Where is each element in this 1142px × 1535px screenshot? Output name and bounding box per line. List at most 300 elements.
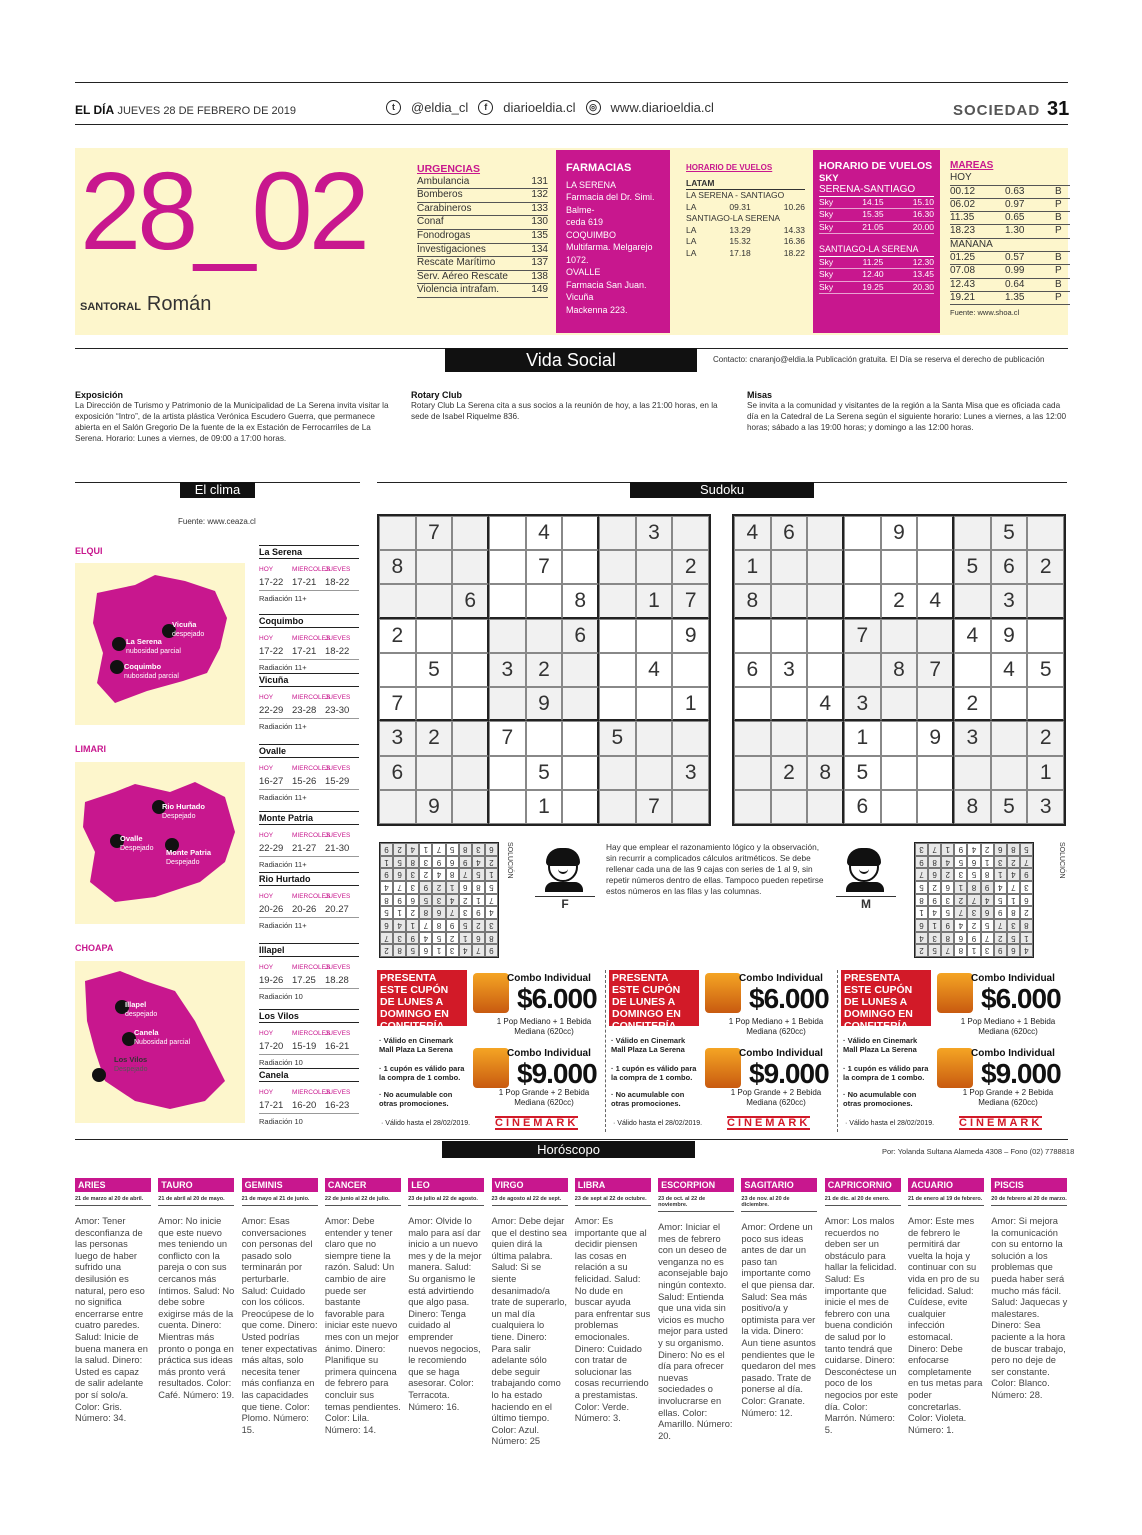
sudoku-cell[interactable] <box>636 687 673 721</box>
sudoku-cell[interactable] <box>771 584 808 618</box>
sudoku-cell[interactable]: 1 <box>734 550 771 584</box>
solution-cell: 7 <box>393 881 406 894</box>
sign-name: LEO <box>408 1178 484 1192</box>
sudoku-cell[interactable] <box>672 653 709 687</box>
sudoku-cell[interactable] <box>452 721 489 755</box>
coupon-condition: · 1 cupón es válido para la compra de 1 combo. <box>843 1064 929 1082</box>
sudoku-cell[interactable] <box>379 790 416 824</box>
popcorn-icon <box>473 1048 509 1088</box>
sudoku-cell[interactable]: 9 <box>672 619 709 653</box>
solution-cell: 6 <box>472 932 485 945</box>
sudoku-cell[interactable] <box>881 721 918 755</box>
sudoku-cell[interactable] <box>489 687 526 721</box>
solution-cell: 8 <box>485 932 498 945</box>
solution-cell: 2 <box>915 944 928 957</box>
sudoku-cell[interactable]: 7 <box>379 687 416 721</box>
solution-cell: 7 <box>1007 881 1020 894</box>
sudoku-cell[interactable]: 2 <box>1027 550 1064 584</box>
region-limari: LIMARI <box>75 744 106 754</box>
sudoku-cell[interactable]: 3 <box>954 721 991 755</box>
solution-cell: 7 <box>954 906 967 919</box>
flight-row <box>819 269 934 282</box>
sudoku-cell[interactable]: 2 <box>379 619 416 653</box>
sudoku-cell[interactable] <box>489 550 526 584</box>
sudoku-cell[interactable] <box>954 653 991 687</box>
sudoku-cell[interactable]: 6 <box>771 516 808 550</box>
solution-cell: 8 <box>432 919 445 932</box>
sudoku-cell[interactable] <box>562 790 599 824</box>
sudoku-cell[interactable]: 7 <box>416 516 453 550</box>
sudoku-cell[interactable]: 4 <box>734 516 771 550</box>
sudoku-cell[interactable]: 1 <box>526 790 563 824</box>
solution-cell: 7 <box>928 843 941 856</box>
popcorn-icon <box>705 1048 741 1088</box>
urgencia-number: 130 <box>531 216 548 228</box>
sign-name: PISCIS <box>991 1178 1067 1192</box>
sudoku-cell[interactable] <box>416 687 453 721</box>
sudoku-cell[interactable] <box>734 619 771 653</box>
combo-desc: 1 Pop Grande + 2 Bebida Mediana (620cc) <box>498 1088 590 1107</box>
sudoku-cell[interactable] <box>452 790 489 824</box>
sudoku-cell[interactable] <box>844 584 881 618</box>
sudoku-cell[interactable] <box>807 653 844 687</box>
sudoku-cell[interactable]: 5 <box>416 653 453 687</box>
sudoku-cell[interactable] <box>636 721 673 755</box>
forecast-day: JUEVES <box>325 694 351 701</box>
solution-cell: 3 <box>994 856 1007 869</box>
sudoku-cell[interactable] <box>379 653 416 687</box>
forecast-temp: 17-20 <box>259 1041 284 1052</box>
sudoku-cell[interactable]: 5 <box>991 790 1028 824</box>
sudoku-cell[interactable]: 3 <box>489 653 526 687</box>
sudoku-cell[interactable]: 7 <box>489 721 526 755</box>
sudoku-cell[interactable] <box>807 619 844 653</box>
tide-row <box>950 279 1070 292</box>
sudoku-cell[interactable] <box>562 550 599 584</box>
solution-cell: 4 <box>1007 868 1020 881</box>
sudoku-cell[interactable] <box>452 550 489 584</box>
tide-row <box>950 199 1070 212</box>
sudoku-cell[interactable] <box>734 790 771 824</box>
coupon-validity: · Válido hasta el 28/02/2019. <box>613 1120 703 1127</box>
sudoku-cell[interactable]: 5 <box>954 550 991 584</box>
sudoku-cell[interactable]: 9 <box>917 721 954 755</box>
horoscopo-title: Horóscopo <box>442 1141 695 1158</box>
sudoku-instructions: Hay que emplear el razonamiento lógico y la observación, sin recurrir a complicados cálculos aritméticos. Se debe rellenar cada una de las 9 cajas con series de 1 al 9, sin repetir números dentro de ellas. Tampoco pueden repetirse estos números en las filas y las columnas. <box>606 842 824 896</box>
coupon-separator <box>605 970 606 1132</box>
big-date: 28_02 <box>80 150 366 273</box>
urgencia-name: Conaf <box>417 216 444 228</box>
sudoku-cell[interactable] <box>599 516 636 550</box>
solution-cell: 3 <box>432 894 445 907</box>
solution-cell: 6 <box>459 881 472 894</box>
horoscope-sign <box>575 1178 651 1425</box>
flight-cell: 14.15 <box>862 196 884 207</box>
forecast-day: HOY <box>259 1030 274 1037</box>
facebook-icon: f <box>478 100 493 115</box>
sudoku-cell[interactable] <box>1027 584 1064 618</box>
solution-cell: 6 <box>941 881 954 894</box>
sudoku-cell[interactable] <box>672 790 709 824</box>
flight-row <box>819 209 934 222</box>
sudoku-cell[interactable] <box>771 687 808 721</box>
sudoku-cell[interactable] <box>416 756 453 790</box>
sudoku-cell[interactable]: 5 <box>1027 653 1064 687</box>
sudoku-cell[interactable]: 3 <box>636 516 673 550</box>
solution-cell: 1 <box>915 906 928 919</box>
solution-cell: 2 <box>459 894 472 907</box>
sudoku-cell[interactable] <box>452 516 489 550</box>
flight-row <box>686 202 805 214</box>
tide-row <box>950 265 1070 278</box>
sudoku-cell[interactable] <box>599 619 636 653</box>
sudoku-cell[interactable] <box>672 721 709 755</box>
sudoku-cell[interactable] <box>489 619 526 653</box>
solution-cell: 3 <box>406 868 419 881</box>
sudoku-cell[interactable] <box>991 721 1028 755</box>
sudoku-cell[interactable] <box>489 790 526 824</box>
forecast-day: HOY <box>259 765 274 772</box>
solution-cell: 9 <box>994 944 1007 957</box>
sudoku-cell[interactable] <box>881 550 918 584</box>
facebook-handle[interactable]: diarioeldia.cl <box>503 100 576 115</box>
sudoku-cell[interactable]: 5 <box>526 756 563 790</box>
urgencia-row <box>417 284 548 298</box>
flight-cell: 20.00 <box>912 221 934 232</box>
solution-cell: 5 <box>485 881 498 894</box>
sudoku-cell[interactable]: 2 <box>416 721 453 755</box>
sudoku-cell[interactable] <box>807 584 844 618</box>
solution-cell: 3 <box>459 906 472 919</box>
sudoku-cell[interactable] <box>881 687 918 721</box>
sign-text: Amor: Tener desconfianza de las personas luego de haber sufrido una desilusión es natural, pero eso no significa encerrarse entre cuatro paredes. Salud: Inicie de buena manera en la salud. Dinero: Usted es capaz de salir adelante por sí solo/a. Color: Gris. Número: 34. <box>75 1216 148 1424</box>
sudoku-cell[interactable] <box>452 619 489 653</box>
sudoku-cell[interactable] <box>771 721 808 755</box>
sign-dates: 21 de mayo al 21 de junio. <box>242 1196 318 1206</box>
sudoku-label-m: M <box>836 896 896 911</box>
forecast-temp: 17.25 <box>292 975 316 986</box>
solution-cell: 8 <box>380 894 393 907</box>
forecast-header <box>259 765 359 772</box>
sudoku-cell[interactable]: 4 <box>917 584 954 618</box>
coupon-condition: · 1 cupón es válido para la compra de 1 combo. <box>611 1064 697 1082</box>
solution-cell: 2 <box>393 843 406 856</box>
website-link[interactable]: www.diarioeldia.cl <box>610 100 714 115</box>
forecast-values <box>259 1100 359 1114</box>
sudoku-cell[interactable] <box>562 756 599 790</box>
horoscope-sign <box>242 1178 318 1436</box>
sudoku-cell[interactable] <box>452 756 489 790</box>
sudoku-cell[interactable]: 8 <box>954 790 991 824</box>
radiation: Radiación 10 <box>259 1117 303 1126</box>
sudoku-cell[interactable] <box>734 721 771 755</box>
sudoku-cell[interactable] <box>734 756 771 790</box>
sudoku-cell[interactable]: 3 <box>844 687 881 721</box>
sudoku-cell[interactable] <box>489 516 526 550</box>
sudoku-cell[interactable]: 7 <box>844 619 881 653</box>
sudoku-cell[interactable] <box>379 584 416 618</box>
sudoku-cell[interactable] <box>562 516 599 550</box>
solution-cell: 7 <box>472 944 485 957</box>
sudoku-cell[interactable]: 3 <box>991 584 1028 618</box>
solution-cell: 7 <box>380 932 393 945</box>
sudoku-cell[interactable] <box>844 653 881 687</box>
sudoku-cell[interactable]: 4 <box>526 516 563 550</box>
forecast-day: MIERCOLES <box>292 635 331 642</box>
solution-cell: 8 <box>928 856 941 869</box>
combo-price: $9.000 <box>981 1058 1061 1089</box>
sudoku-cell[interactable] <box>636 619 673 653</box>
solution-cell: 5 <box>1020 843 1033 856</box>
solution-cell: 2 <box>994 932 1007 945</box>
sudoku-cell[interactable] <box>917 687 954 721</box>
sudoku-cell[interactable]: 8 <box>379 550 416 584</box>
sudoku-cell[interactable] <box>734 687 771 721</box>
tide-cell: 0.57 <box>1005 252 1025 264</box>
sudoku-cell[interactable]: 6 <box>734 653 771 687</box>
tide-row <box>950 292 1070 305</box>
sudoku-grid-m[interactable] <box>732 514 1066 826</box>
urgencia-row <box>417 230 548 244</box>
sudoku-cell[interactable] <box>991 756 1028 790</box>
map-label-ovalle: Ovalle Despejado <box>120 834 154 852</box>
sudoku-cell[interactable] <box>489 584 526 618</box>
sudoku-cell[interactable]: 9 <box>416 790 453 824</box>
sudoku-cell[interactable] <box>416 584 453 618</box>
city-name: Coquimbo <box>259 614 359 628</box>
solution-cell: 1 <box>994 868 1007 881</box>
solution-cell: 1 <box>472 894 485 907</box>
farmacia-line: Mackenna 223. <box>566 304 628 315</box>
sudoku-cell[interactable] <box>954 584 991 618</box>
sudoku-cell[interactable] <box>881 790 918 824</box>
solution-cell: 3 <box>967 906 980 919</box>
sudoku-cell[interactable] <box>599 756 636 790</box>
sudoku-cell[interactable]: 2 <box>771 756 808 790</box>
sudoku-cell[interactable]: 1 <box>844 721 881 755</box>
sudoku-cell[interactable] <box>1027 687 1064 721</box>
solution-cell: 1 <box>419 843 432 856</box>
sudoku-cell[interactable]: 7 <box>636 790 673 824</box>
sudoku-cell[interactable] <box>771 790 808 824</box>
social-links <box>386 100 714 115</box>
sudoku-title: Sudoku <box>630 482 814 498</box>
sudoku-cell[interactable] <box>807 550 844 584</box>
solution-cell: 4 <box>472 856 485 869</box>
sign-name: GEMINIS <box>242 1178 318 1192</box>
flight-row <box>819 197 934 210</box>
sudoku-cell[interactable] <box>917 756 954 790</box>
sudoku-cell[interactable]: 6 <box>844 790 881 824</box>
sudoku-cell[interactable] <box>416 550 453 584</box>
flight-cell: 17.18 <box>729 247 751 258</box>
horoscope-sign <box>158 1178 234 1402</box>
solution-cell: 5 <box>981 919 994 932</box>
sudoku-cell[interactable] <box>562 721 599 755</box>
vuelos-sky: HORARIO DE VUELOS SKY SERENA-SANTIAGO Sky 14.15 15.10 Sky 15.35 16.30 Sky 21.05 20.00 SANTIAGO-LA SERENA Sky 11.25 12.30 Sky 12.40 13.45 Sky 19.25 20.30 <box>813 150 940 333</box>
sudoku-cell[interactable] <box>379 516 416 550</box>
sign-dates: 21 de marzo al 20 de abril. <box>75 1196 151 1206</box>
sudoku-cell[interactable] <box>636 756 673 790</box>
sudoku-grid-f[interactable] <box>377 514 711 826</box>
urgencia-row <box>417 257 548 271</box>
combo-title: Combo Individual <box>507 973 591 984</box>
sudoku-cell[interactable] <box>672 516 709 550</box>
solution-cell: 9 <box>994 906 1007 919</box>
twitter-handle[interactable]: @eldia_cl <box>411 100 469 115</box>
solution-cell: 9 <box>406 932 419 945</box>
solution-cell: 4 <box>967 843 980 856</box>
sudoku-cell[interactable] <box>807 790 844 824</box>
sudoku-cell[interactable]: 3 <box>1027 790 1064 824</box>
sudoku-cell[interactable] <box>562 653 599 687</box>
city-name: Canela <box>259 1068 359 1082</box>
flight-cell: 15.32 <box>729 236 751 246</box>
sudoku-cell[interactable]: 6 <box>562 619 599 653</box>
solution-cell: 7 <box>485 894 498 907</box>
sudoku-cell[interactable]: 1 <box>636 584 673 618</box>
sudoku-cell[interactable] <box>562 687 599 721</box>
sudoku-cell[interactable] <box>917 550 954 584</box>
sudoku-cell[interactable]: 6 <box>452 584 489 618</box>
sudoku-cell[interactable]: 4 <box>991 653 1028 687</box>
sudoku-cell[interactable] <box>881 756 918 790</box>
solution-cell: 3 <box>472 843 485 856</box>
sudoku-cell[interactable]: 2 <box>526 653 563 687</box>
sudoku-cell[interactable] <box>1027 619 1064 653</box>
forecast-header <box>259 566 359 573</box>
sudoku-cell[interactable]: 8 <box>562 584 599 618</box>
sudoku-cell[interactable] <box>954 516 991 550</box>
urgencia-name: Serv. Aéreo Rescate <box>417 270 508 282</box>
sudoku-cell[interactable] <box>526 619 563 653</box>
sign-dates: 21 de abril al 20 de mayo. <box>158 1196 234 1206</box>
forecast-header <box>259 694 359 701</box>
map-dot-la-serena <box>112 637 126 651</box>
sudoku-cell[interactable] <box>807 721 844 755</box>
sudoku-cell[interactable] <box>844 550 881 584</box>
sudoku-cell[interactable]: 7 <box>526 550 563 584</box>
solution-cell: 5 <box>994 894 1007 907</box>
tide-cell: P <box>1055 265 1062 277</box>
sudoku-cell[interactable]: 9 <box>991 619 1028 653</box>
sign-name: ESCORPION <box>658 1178 734 1192</box>
tide-cell: 1.30 <box>1005 225 1025 237</box>
sudoku-cell[interactable] <box>599 550 636 584</box>
tide-row <box>950 186 1070 199</box>
sudoku-cell[interactable]: 4 <box>954 619 991 653</box>
sudoku-cell[interactable] <box>599 584 636 618</box>
popcorn-icon <box>937 973 973 1013</box>
sudoku-cell[interactable] <box>526 584 563 618</box>
radiation: Radiación 11+ <box>259 663 307 672</box>
popcorn-icon <box>937 1048 973 1088</box>
sudoku-cell[interactable] <box>599 790 636 824</box>
sudoku-cell[interactable] <box>917 619 954 653</box>
sudoku-cell[interactable] <box>452 653 489 687</box>
sign-name: CANCER <box>325 1178 401 1192</box>
sudoku-cell[interactable]: 6 <box>379 756 416 790</box>
sudoku-cell[interactable] <box>917 516 954 550</box>
sudoku-cell[interactable]: 3 <box>771 653 808 687</box>
sudoku-cell[interactable] <box>636 550 673 584</box>
sudoku-cell[interactable]: 3 <box>672 756 709 790</box>
sudoku-cell[interactable] <box>416 619 453 653</box>
sudoku-cell[interactable] <box>526 721 563 755</box>
flight-row <box>686 225 805 237</box>
farmacia-line: OVALLE <box>566 267 601 277</box>
solution-cell: 6 <box>485 843 498 856</box>
tide-cell: 19.21 <box>950 291 976 303</box>
sudoku-cell[interactable]: 6 <box>991 550 1028 584</box>
sudoku-cell[interactable]: 7 <box>917 653 954 687</box>
sudoku-cell[interactable]: 3 <box>379 721 416 755</box>
combo-desc: 1 Pop Mediano + 1 Bebida Mediana (620cc) <box>960 1017 1056 1036</box>
solution-cell: 2 <box>954 894 967 907</box>
sudoku-cell[interactable]: 5 <box>599 721 636 755</box>
sudoku-cell[interactable]: 4 <box>636 653 673 687</box>
sudoku-cell[interactable]: 2 <box>881 584 918 618</box>
sudoku-cell[interactable] <box>954 756 991 790</box>
sudoku-cell[interactable]: 9 <box>881 516 918 550</box>
solution-cell: 9 <box>941 919 954 932</box>
cinemark-coupon[interactable] <box>377 970 605 1132</box>
sudoku-cell[interactable]: 2 <box>954 687 991 721</box>
sudoku-cell[interactable] <box>881 619 918 653</box>
solution-cell: 9 <box>1020 868 1033 881</box>
solution-cell: 7 <box>419 919 432 932</box>
solution-cell: 1 <box>380 856 393 869</box>
cinemark-coupon[interactable] <box>841 970 1069 1132</box>
forecast-values <box>259 975 359 989</box>
sudoku-cell[interactable]: 2 <box>672 550 709 584</box>
sudoku-cell[interactable]: 2 <box>1027 721 1064 755</box>
solution-cell: 7 <box>432 843 445 856</box>
sudoku-cell[interactable] <box>771 619 808 653</box>
forecast-header <box>259 1030 359 1037</box>
flight-cell: LA <box>686 247 697 258</box>
sudoku-cell[interactable]: 1 <box>672 687 709 721</box>
sudoku-cell[interactable] <box>991 687 1028 721</box>
sudoku-cell[interactable] <box>599 653 636 687</box>
forecast-temp: 16-21 <box>325 1041 350 1052</box>
sudoku-cell[interactable] <box>917 790 954 824</box>
sudoku-cell[interactable] <box>1027 516 1064 550</box>
solution-cell: 1 <box>432 944 445 957</box>
sudoku-cell[interactable] <box>844 516 881 550</box>
solution-cell: 3 <box>1007 919 1020 932</box>
sudoku-cell[interactable]: 7 <box>672 584 709 618</box>
sudoku-cell[interactable] <box>807 516 844 550</box>
sudoku-cell[interactable] <box>489 756 526 790</box>
cinemark-coupon[interactable] <box>609 970 837 1132</box>
sudoku-cell[interactable]: 8 <box>807 756 844 790</box>
sudoku-cell[interactable]: 5 <box>844 756 881 790</box>
solution-cell: 6 <box>954 932 967 945</box>
sudoku-cell[interactable] <box>771 550 808 584</box>
sudoku-cell[interactable]: 8 <box>881 653 918 687</box>
sudoku-cell[interactable]: 9 <box>526 687 563 721</box>
sudoku-cell[interactable]: 1 <box>1027 756 1064 790</box>
sudoku-cell[interactable]: 4 <box>807 687 844 721</box>
combo-title: Combo Individual <box>739 1048 823 1059</box>
combo-title: Combo Individual <box>739 973 823 984</box>
sudoku-cell[interactable]: 5 <box>991 516 1028 550</box>
forecast-temp: 23-28 <box>292 705 317 716</box>
sudoku-cell[interactable]: 8 <box>734 584 771 618</box>
sudoku-cell[interactable] <box>452 687 489 721</box>
sudoku-cell[interactable] <box>599 687 636 721</box>
